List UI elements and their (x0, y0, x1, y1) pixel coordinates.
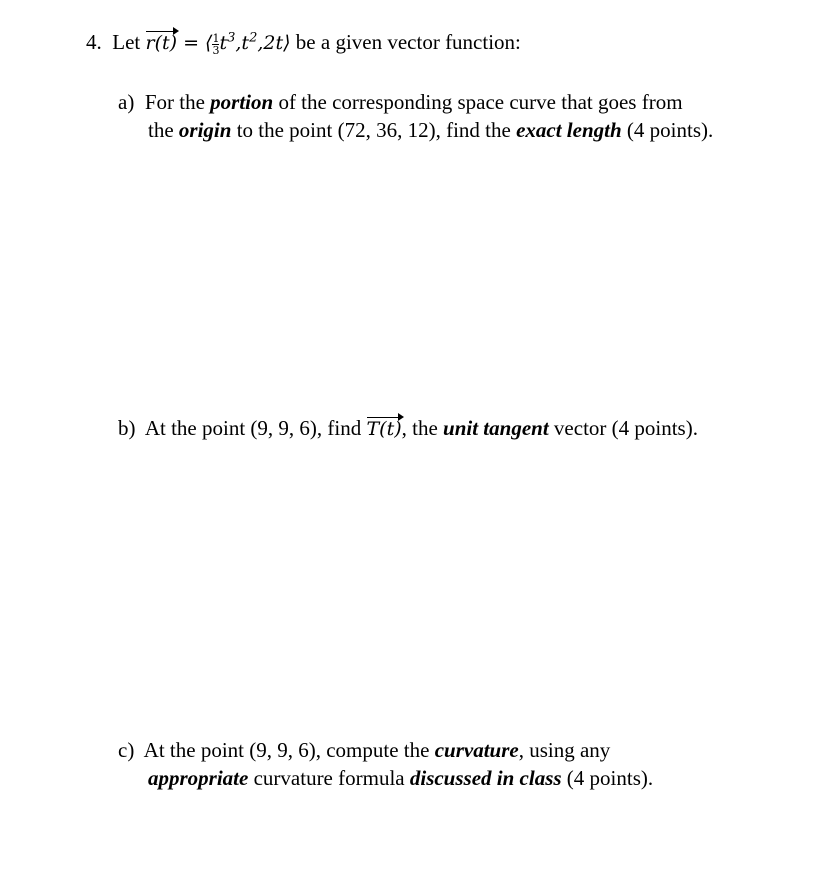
problem-number: 4. (86, 30, 102, 54)
vector-r: r(t) (145, 32, 178, 54)
part-a-label: a) (118, 90, 135, 114)
part-b-label: b) (118, 416, 136, 440)
part-c-line1: c) At the point (9, 9, 6), compute the curvature, using any (118, 738, 611, 762)
fraction: $\frac{1}{3}$ (212, 31, 220, 57)
part-c-line2: appropriate curvature formula discussed in class (4 points). (148, 766, 654, 790)
equation: = ⟨ $\frac{1}{3}$ $t^3,t^2,2t⟩$ (177, 30, 291, 57)
lead-text: Let (112, 30, 141, 54)
part-c-label: c) (118, 738, 135, 762)
part-a-line1: a) For the portion of the corresponding space curve that goes from (118, 90, 683, 114)
vector-T: T(t) (366, 418, 402, 440)
part-b: b) At the point (9, 9, 6), find T(t), the unit tangent vector (4 points). (118, 416, 698, 440)
part-a-line2: the origin to the point (72, 36, 12), find the exact length (4 points). (148, 118, 714, 142)
tail-text: be a given vector function: (290, 30, 521, 54)
problem-statement (86, 30, 521, 56)
